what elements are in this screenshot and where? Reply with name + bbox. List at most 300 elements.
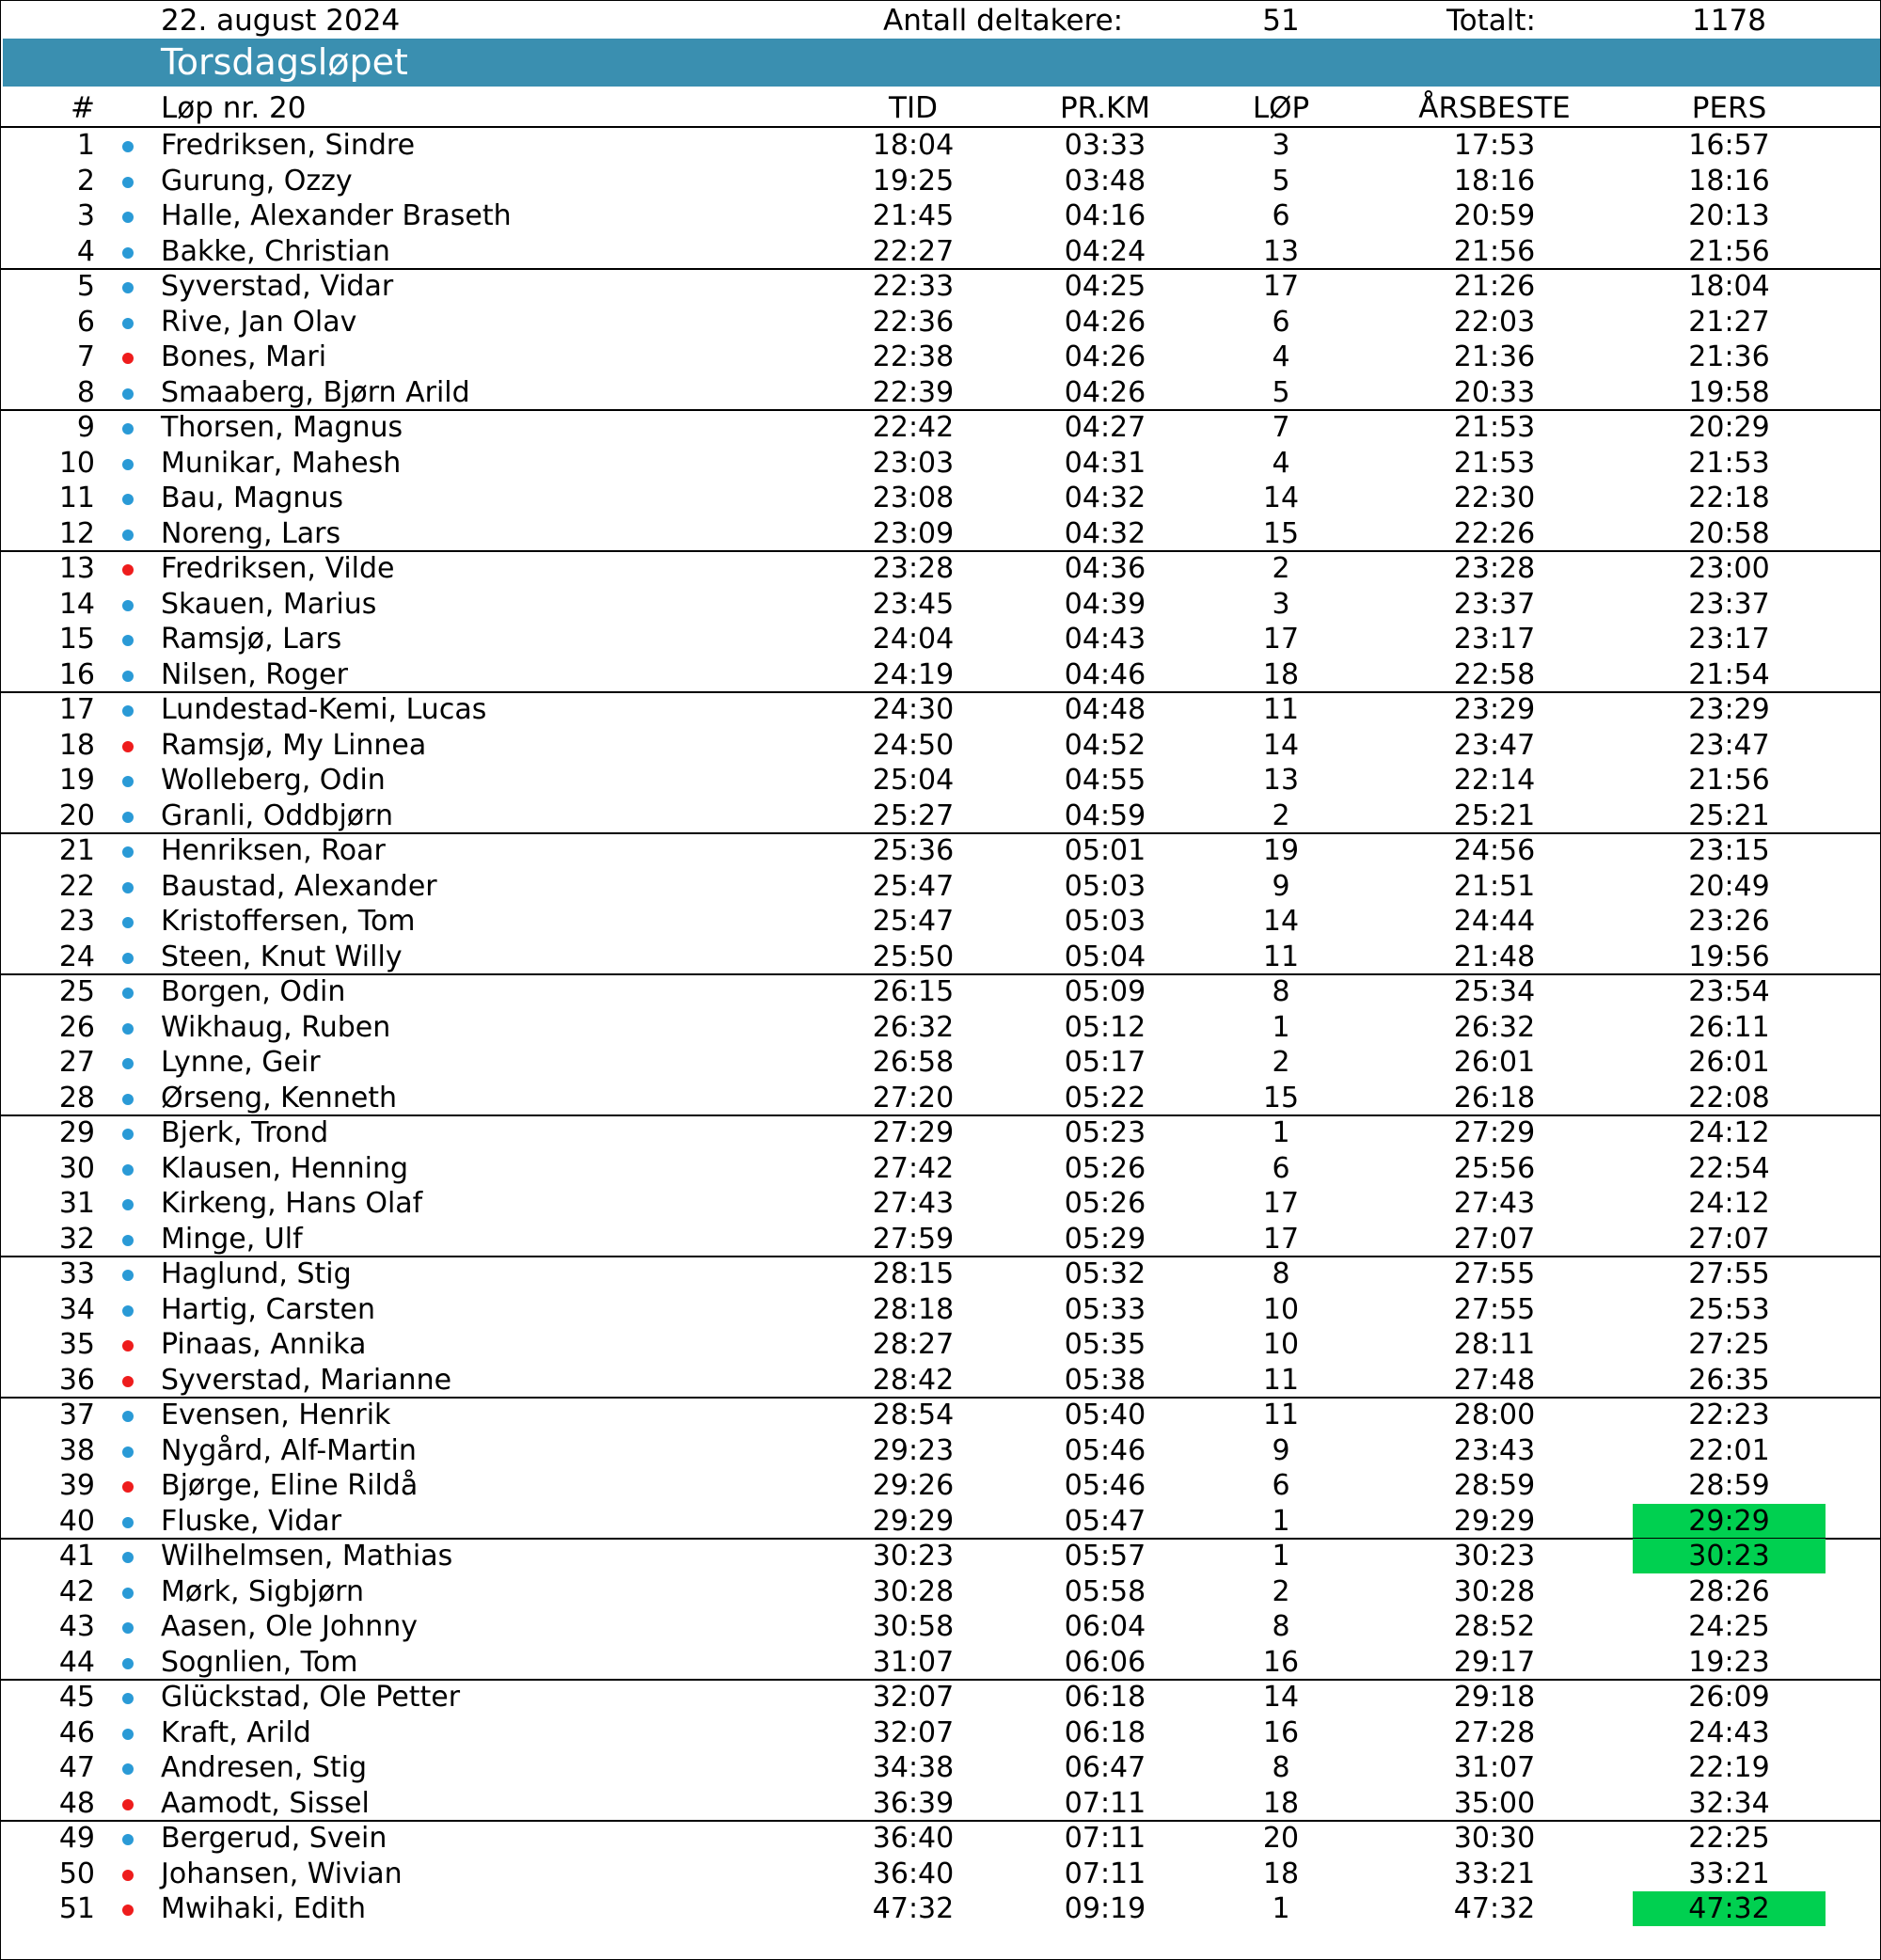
runner-name: Hartig, Carsten xyxy=(161,1292,376,1326)
row-number: 47 xyxy=(58,1751,95,1784)
row-number: 43 xyxy=(58,1610,95,1643)
personal-best-cell: 22:54 xyxy=(1688,1151,1770,1185)
races-cell: 2 xyxy=(1272,1574,1290,1608)
runner-name: Ramsjø, Lars xyxy=(161,623,342,656)
personal-best-cell: 33:21 xyxy=(1688,1857,1770,1890)
races-cell: 16 xyxy=(1262,1715,1300,1749)
runner-name: Steen, Knut Willy xyxy=(161,940,403,973)
season-best-cell: 28:52 xyxy=(1453,1610,1536,1643)
male-dot-icon xyxy=(122,1834,134,1845)
time-cell: 36:40 xyxy=(872,1857,955,1890)
runner-name: Pinaas, Annika xyxy=(161,1328,367,1361)
time-cell: 28:54 xyxy=(872,1399,955,1431)
table-row xyxy=(1,1786,1880,1821)
races-cell: 18 xyxy=(1262,1857,1300,1890)
races-cell: 1 xyxy=(1272,1540,1290,1573)
col-header-lop: LØP xyxy=(1252,91,1310,125)
runner-name: Aamodt, Sissel xyxy=(161,1786,370,1820)
pace-cell: 04:27 xyxy=(1064,411,1146,444)
runner-name: Rive, Jan Olav xyxy=(161,305,357,339)
row-number: 17 xyxy=(58,693,95,726)
races-cell: 5 xyxy=(1272,164,1290,198)
season-best-cell: 22:03 xyxy=(1453,305,1536,339)
season-best-cell: 22:58 xyxy=(1453,657,1536,691)
runner-name: Syverstad, Marianne xyxy=(161,1363,452,1397)
time-cell: 28:27 xyxy=(872,1328,955,1361)
runner-name: Henriksen, Roar xyxy=(161,834,386,867)
row-number: 49 xyxy=(58,1822,95,1855)
season-best-cell: 47:32 xyxy=(1453,1892,1536,1925)
pace-cell: 05:38 xyxy=(1064,1363,1146,1397)
female-dot-icon xyxy=(122,1481,134,1493)
personal-best-cell: 23:26 xyxy=(1688,905,1770,938)
row-number: 45 xyxy=(58,1681,95,1714)
time-cell: 26:15 xyxy=(872,975,955,1008)
pace-cell: 06:18 xyxy=(1064,1715,1146,1749)
row-number: 10 xyxy=(58,446,95,480)
table-row xyxy=(1,1750,1880,1785)
season-best-cell: 33:21 xyxy=(1453,1857,1536,1890)
season-best-cell: 23:43 xyxy=(1453,1433,1536,1467)
races-cell: 5 xyxy=(1272,375,1290,409)
time-cell: 27:43 xyxy=(872,1187,955,1220)
time-cell: 30:28 xyxy=(872,1574,955,1608)
table-row xyxy=(1,1680,1880,1715)
time-cell: 32:07 xyxy=(872,1715,955,1749)
male-dot-icon xyxy=(122,1058,134,1069)
male-dot-icon xyxy=(122,1411,134,1422)
season-best-cell: 28:11 xyxy=(1453,1328,1536,1361)
personal-best-cell: 20:13 xyxy=(1688,199,1770,232)
row-number: 51 xyxy=(58,1892,95,1925)
races-cell: 14 xyxy=(1262,482,1300,514)
personal-best-cell: 19:56 xyxy=(1688,940,1770,973)
pace-cell: 04:55 xyxy=(1064,764,1146,797)
season-best-cell: 27:55 xyxy=(1453,1292,1536,1326)
personal-best-cell: 23:37 xyxy=(1688,587,1770,621)
runner-name: Minge, Ulf xyxy=(161,1222,303,1256)
personal-best-cell: 26:01 xyxy=(1688,1046,1770,1079)
table-row xyxy=(1,798,1880,833)
table-row xyxy=(1,904,1880,939)
races-cell: 19 xyxy=(1262,834,1300,867)
season-best-cell: 23:17 xyxy=(1453,623,1536,656)
row-number: 1 xyxy=(76,129,95,162)
pace-cell: 09:19 xyxy=(1064,1892,1146,1925)
runner-name: Haglund, Stig xyxy=(161,1257,352,1290)
runner-name: Bakke, Christian xyxy=(161,234,390,268)
male-dot-icon xyxy=(122,1693,134,1704)
season-best-cell: 21:36 xyxy=(1453,340,1536,373)
runner-name: Gurung, Ozzy xyxy=(161,164,353,198)
male-dot-icon xyxy=(122,459,134,470)
male-dot-icon xyxy=(122,1588,134,1599)
time-cell: 47:32 xyxy=(872,1892,955,1925)
pace-cell: 05:26 xyxy=(1064,1187,1146,1220)
time-cell: 25:36 xyxy=(872,834,955,867)
runner-name: Skauen, Marius xyxy=(161,587,377,621)
personal-best-cell: 24:25 xyxy=(1688,1610,1770,1643)
races-cell: 4 xyxy=(1272,340,1290,373)
male-dot-icon xyxy=(122,1622,134,1634)
male-dot-icon xyxy=(122,1270,134,1281)
row-number: 40 xyxy=(58,1504,95,1538)
time-cell: 24:30 xyxy=(872,693,955,726)
races-cell: 6 xyxy=(1272,1469,1290,1502)
race-date: 22. august 2024 xyxy=(161,4,401,38)
male-dot-icon xyxy=(122,212,134,223)
pace-cell: 05:17 xyxy=(1064,1046,1146,1079)
row-number: 30 xyxy=(58,1151,95,1185)
race-number: Løp nr. 20 xyxy=(161,91,307,125)
table-row xyxy=(1,1327,1880,1362)
table-row xyxy=(1,128,1880,163)
runner-name: Fredriksen, Vilde xyxy=(161,552,395,585)
pace-cell: 05:47 xyxy=(1064,1504,1146,1538)
row-number: 5 xyxy=(76,270,95,303)
time-cell: 21:45 xyxy=(872,199,955,232)
personal-best-cell: 47:32 xyxy=(1633,1891,1826,1926)
table-row xyxy=(1,657,1880,692)
pace-cell: 06:18 xyxy=(1064,1681,1146,1714)
personal-best-cell: 23:47 xyxy=(1688,728,1770,762)
personal-best-cell: 26:09 xyxy=(1688,1681,1770,1714)
races-cell: 3 xyxy=(1272,129,1290,162)
row-number: 19 xyxy=(58,764,95,797)
runner-name: Lundestad-Kemi, Lucas xyxy=(161,693,487,726)
male-dot-icon xyxy=(122,705,134,717)
pace-cell: 04:26 xyxy=(1064,375,1146,409)
pace-cell: 04:25 xyxy=(1064,270,1146,303)
races-cell: 14 xyxy=(1262,728,1300,762)
male-dot-icon xyxy=(122,1094,134,1105)
row-number: 11 xyxy=(58,482,95,514)
personal-best-cell: 22:23 xyxy=(1688,1399,1770,1431)
row-number: 41 xyxy=(58,1540,95,1573)
races-cell: 8 xyxy=(1272,1610,1290,1643)
male-dot-icon xyxy=(122,282,134,293)
personal-best-cell: 23:00 xyxy=(1688,552,1770,585)
season-best-cell: 31:07 xyxy=(1453,1751,1536,1784)
season-best-cell: 29:18 xyxy=(1453,1681,1536,1714)
races-cell: 4 xyxy=(1272,446,1290,480)
col-header-pers: PERS xyxy=(1691,91,1767,125)
personal-best-cell: 22:08 xyxy=(1688,1081,1770,1114)
row-number: 4 xyxy=(76,234,95,268)
races-cell: 16 xyxy=(1262,1645,1300,1679)
runner-name: Granli, Oddbjørn xyxy=(161,798,393,832)
personal-best-cell: 18:16 xyxy=(1688,164,1770,198)
season-best-cell: 28:59 xyxy=(1453,1469,1536,1502)
season-best-cell: 18:16 xyxy=(1453,164,1536,198)
female-dot-icon xyxy=(122,1870,134,1881)
page-title: Torsdagsløpet xyxy=(161,41,408,83)
personal-best-cell: 23:15 xyxy=(1688,834,1770,867)
runner-name: Baustad, Alexander xyxy=(161,869,437,903)
season-best-cell: 30:30 xyxy=(1453,1822,1536,1855)
male-dot-icon xyxy=(122,494,134,505)
table-row xyxy=(1,1257,1880,1291)
row-number: 42 xyxy=(58,1574,95,1608)
runner-name: Ramsjø, My Linnea xyxy=(161,728,427,762)
races-cell: 10 xyxy=(1262,1328,1300,1361)
pace-cell: 07:11 xyxy=(1064,1822,1146,1855)
races-cell: 1 xyxy=(1272,1504,1290,1538)
time-cell: 29:26 xyxy=(872,1469,955,1502)
row-number: 14 xyxy=(58,587,95,621)
male-dot-icon xyxy=(122,1552,134,1563)
races-cell: 6 xyxy=(1272,305,1290,339)
season-best-cell: 30:23 xyxy=(1453,1540,1536,1573)
runner-name: Mørk, Sigbjørn xyxy=(161,1574,364,1608)
pace-cell: 06:47 xyxy=(1064,1751,1146,1784)
pace-cell: 05:23 xyxy=(1064,1116,1146,1149)
table-row xyxy=(1,305,1880,340)
races-cell: 6 xyxy=(1272,199,1290,232)
personal-best-cell: 29:29 xyxy=(1633,1504,1826,1539)
time-cell: 28:15 xyxy=(872,1257,955,1290)
races-cell: 2 xyxy=(1272,552,1290,585)
personal-best-cell: 20:29 xyxy=(1688,411,1770,444)
female-dot-icon xyxy=(122,353,134,364)
runner-name: Bau, Magnus xyxy=(161,482,344,514)
races-cell: 18 xyxy=(1262,657,1300,691)
pace-cell: 03:48 xyxy=(1064,164,1146,198)
pace-cell: 05:09 xyxy=(1064,975,1146,1008)
row-number: 34 xyxy=(58,1292,95,1326)
season-best-cell: 21:48 xyxy=(1453,940,1536,973)
male-dot-icon xyxy=(122,1164,134,1176)
table-row xyxy=(1,551,1880,586)
table-row xyxy=(1,1186,1880,1221)
time-cell: 30:58 xyxy=(872,1610,955,1643)
time-cell: 26:58 xyxy=(872,1046,955,1079)
pace-cell: 05:46 xyxy=(1064,1433,1146,1467)
pace-cell: 06:06 xyxy=(1064,1645,1146,1679)
season-best-cell: 22:30 xyxy=(1453,482,1536,514)
male-dot-icon xyxy=(122,177,134,188)
male-dot-icon xyxy=(122,953,134,964)
runner-name: Sognlien, Tom xyxy=(161,1645,358,1679)
personal-best-cell: 20:58 xyxy=(1688,516,1770,550)
runner-name: Aasen, Ole Johnny xyxy=(161,1610,419,1643)
runner-name: Evensen, Henrik xyxy=(161,1399,391,1431)
pace-cell: 05:03 xyxy=(1064,905,1146,938)
season-best-cell: 26:32 xyxy=(1453,1010,1536,1044)
season-best-cell: 21:51 xyxy=(1453,869,1536,903)
pace-cell: 04:31 xyxy=(1064,446,1146,480)
time-cell: 18:04 xyxy=(872,129,955,162)
row-number: 38 xyxy=(58,1433,95,1467)
male-dot-icon xyxy=(122,776,134,787)
season-best-cell: 21:56 xyxy=(1453,234,1536,268)
table-row xyxy=(1,1821,1880,1856)
row-number: 23 xyxy=(58,905,95,938)
time-cell: 27:59 xyxy=(872,1222,955,1256)
row-number: 27 xyxy=(58,1046,95,1079)
pace-cell: 07:11 xyxy=(1064,1857,1146,1890)
table-row xyxy=(1,269,1880,304)
time-cell: 36:39 xyxy=(872,1786,955,1820)
pace-cell: 05:58 xyxy=(1064,1574,1146,1608)
table-row xyxy=(1,1574,1880,1609)
row-number: 32 xyxy=(58,1222,95,1256)
pace-cell: 04:26 xyxy=(1064,340,1146,373)
table-row xyxy=(1,728,1880,763)
personal-best-cell: 21:27 xyxy=(1688,305,1770,339)
season-best-cell: 21:26 xyxy=(1453,270,1536,303)
time-cell: 34:38 xyxy=(872,1751,955,1784)
time-cell: 24:50 xyxy=(872,728,955,762)
participants-label: Antall deltakere: xyxy=(883,4,1124,38)
races-cell: 15 xyxy=(1262,1081,1300,1114)
races-cell: 2 xyxy=(1272,1046,1290,1079)
personal-best-cell: 21:54 xyxy=(1688,657,1770,691)
row-number: 18 xyxy=(58,728,95,762)
personal-best-cell: 28:59 xyxy=(1688,1469,1770,1502)
season-best-cell: 25:34 xyxy=(1453,975,1536,1008)
personal-best-cell: 22:19 xyxy=(1688,1751,1770,1784)
col-header-prkm: PR.KM xyxy=(1059,91,1151,125)
personal-best-cell: 32:34 xyxy=(1688,1786,1770,1820)
table-row xyxy=(1,410,1880,445)
races-cell: 7 xyxy=(1272,411,1290,444)
runner-name: Noreng, Lars xyxy=(161,516,341,550)
table-row xyxy=(1,1609,1880,1644)
runner-name: Fluske, Vidar xyxy=(161,1504,342,1538)
female-dot-icon xyxy=(122,1799,134,1810)
pace-cell: 05:12 xyxy=(1064,1010,1146,1044)
pace-cell: 05:01 xyxy=(1064,834,1146,867)
season-best-cell: 23:37 xyxy=(1453,587,1536,621)
season-best-cell: 27:29 xyxy=(1453,1116,1536,1149)
races-cell: 13 xyxy=(1262,234,1300,268)
table-row xyxy=(1,1115,1880,1150)
personal-best-cell: 23:17 xyxy=(1688,623,1770,656)
table-row xyxy=(1,692,1880,727)
row-number: 48 xyxy=(58,1786,95,1820)
season-best-cell: 27:28 xyxy=(1453,1715,1536,1749)
male-dot-icon xyxy=(122,812,134,823)
personal-best-cell: 22:01 xyxy=(1688,1433,1770,1467)
races-cell: 9 xyxy=(1272,1433,1290,1467)
table-row xyxy=(1,1292,1880,1327)
male-dot-icon xyxy=(122,671,134,682)
pace-cell: 04:46 xyxy=(1064,657,1146,691)
row-number: 46 xyxy=(58,1715,95,1749)
runner-name: Kraft, Arild xyxy=(161,1715,311,1749)
season-best-cell: 26:01 xyxy=(1453,1046,1536,1079)
personal-best-cell: 27:07 xyxy=(1688,1222,1770,1256)
season-best-cell: 27:07 xyxy=(1453,1222,1536,1256)
male-dot-icon xyxy=(122,846,134,858)
runner-name: Ørseng, Kenneth xyxy=(161,1081,398,1114)
personal-best-cell: 30:23 xyxy=(1633,1539,1826,1573)
races-cell: 8 xyxy=(1272,1751,1290,1784)
season-best-cell: 27:48 xyxy=(1453,1363,1536,1397)
runner-name: Wikhaug, Ruben xyxy=(161,1010,391,1044)
male-dot-icon xyxy=(122,1658,134,1669)
table-row xyxy=(1,1045,1880,1080)
races-cell: 14 xyxy=(1262,1681,1300,1714)
season-best-cell: 20:33 xyxy=(1453,375,1536,409)
personal-best-cell: 21:56 xyxy=(1688,234,1770,268)
row-number: 50 xyxy=(58,1857,95,1890)
season-best-cell: 25:21 xyxy=(1453,798,1536,832)
pace-cell: 05:35 xyxy=(1064,1328,1146,1361)
pace-cell: 04:43 xyxy=(1064,623,1146,656)
male-dot-icon xyxy=(122,1763,134,1775)
season-best-cell: 23:28 xyxy=(1453,552,1536,585)
time-cell: 22:42 xyxy=(872,411,955,444)
female-dot-icon xyxy=(122,564,134,576)
row-number: 8 xyxy=(76,375,95,409)
table-row xyxy=(1,1010,1880,1045)
time-cell: 25:04 xyxy=(872,764,955,797)
row-number: 20 xyxy=(58,798,95,832)
races-cell: 8 xyxy=(1272,1257,1290,1290)
table-row xyxy=(1,198,1880,233)
runner-name: Bergerud, Svein xyxy=(161,1822,387,1855)
time-cell: 23:09 xyxy=(872,516,955,550)
runner-name: Glückstad, Ole Petter xyxy=(161,1681,461,1714)
personal-best-cell: 27:55 xyxy=(1688,1257,1770,1290)
table-row xyxy=(1,375,1880,410)
row-number: 6 xyxy=(76,305,95,339)
male-dot-icon xyxy=(122,635,134,646)
male-dot-icon xyxy=(122,423,134,435)
male-dot-icon xyxy=(122,1305,134,1317)
table-row xyxy=(1,1857,1880,1891)
personal-best-cell: 25:53 xyxy=(1688,1292,1770,1326)
races-cell: 17 xyxy=(1262,270,1300,303)
row-number: 44 xyxy=(58,1645,95,1679)
runner-name: Kristoffersen, Tom xyxy=(161,905,416,938)
races-cell: 11 xyxy=(1262,1399,1300,1431)
table-row xyxy=(1,1539,1880,1573)
table-row xyxy=(1,1891,1880,1926)
table-row xyxy=(1,446,1880,481)
personal-best-cell: 21:53 xyxy=(1688,446,1770,480)
runner-name: Thorsen, Magnus xyxy=(161,411,403,444)
season-best-cell: 23:29 xyxy=(1453,693,1536,726)
col-header-arsbeste: ÅRSBESTE xyxy=(1418,91,1571,125)
season-best-cell: 29:17 xyxy=(1453,1645,1536,1679)
male-dot-icon xyxy=(122,1517,134,1528)
pace-cell: 04:24 xyxy=(1064,234,1146,268)
table-row xyxy=(1,1081,1880,1115)
season-best-cell: 30:28 xyxy=(1453,1574,1536,1608)
runner-name: Wilhelmsen, Mathias xyxy=(161,1540,453,1573)
row-number: 15 xyxy=(58,623,95,656)
races-cell: 3 xyxy=(1272,587,1290,621)
pace-cell: 05:57 xyxy=(1064,1540,1146,1573)
table-row xyxy=(1,587,1880,622)
pace-cell: 04:48 xyxy=(1064,693,1146,726)
pace-cell: 06:04 xyxy=(1064,1610,1146,1643)
pace-cell: 05:29 xyxy=(1064,1222,1146,1256)
male-dot-icon xyxy=(122,388,134,400)
table-row xyxy=(1,869,1880,904)
table-row xyxy=(1,164,1880,198)
pace-cell: 04:32 xyxy=(1064,516,1146,550)
personal-best-cell: 24:43 xyxy=(1688,1715,1770,1749)
runner-name: Wolleberg, Odin xyxy=(161,764,386,797)
time-cell: 23:03 xyxy=(872,446,955,480)
table-row xyxy=(1,1715,1880,1750)
table-row xyxy=(1,833,1880,868)
row-number: 31 xyxy=(58,1187,95,1220)
